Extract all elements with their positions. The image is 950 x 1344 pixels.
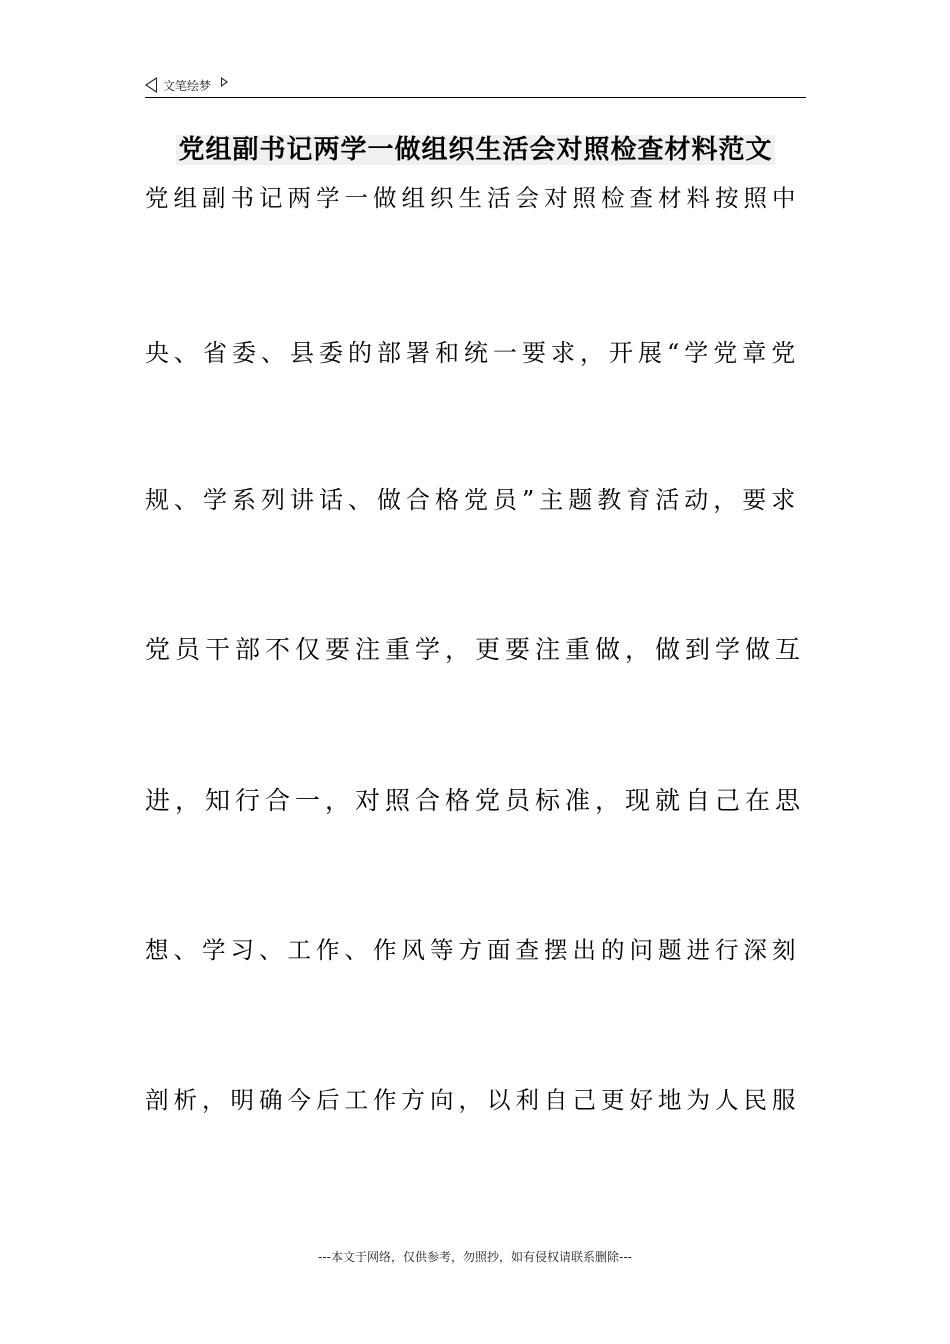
header-brand: 文笔绘梦 — [163, 78, 212, 93]
document-title — [145, 130, 806, 170]
header-divider — [145, 97, 806, 98]
body-line-6: 想、学习、工作、作风等方面查摆出的问题进行深刻 — [145, 936, 801, 964]
body-line-4: 党员干部不仅要注重学，更要注重做，做到学做互 — [145, 635, 806, 664]
document-title-text: 党组副书记两学一做组织生活会对照检查材料范文 — [178, 135, 773, 165]
left-triangle-icon — [145, 77, 157, 93]
body-line-2: 央、省委、县委的部署和统一要求，开展“学党章党 — [145, 339, 801, 367]
body-line-3: 规、学系列讲话、做合格党员”主题教育活动，要求 — [145, 486, 801, 514]
body-line-7: 剖析，明确今后工作方向，以利自己更好地为人民服 — [145, 1086, 801, 1114]
body-line-5: 进，知行合一，对照合格党员标准，现就自己在思 — [145, 786, 806, 815]
footer-notice: ---本文于网络，仅供参考，勿照抄，如有侵权请联系删除--- — [318, 1250, 632, 1264]
right-triangle-icon — [221, 77, 228, 87]
page-header — [145, 76, 228, 94]
body-line-1: 党组副书记两学一做组织生活会对照检查材料按照中 — [145, 184, 801, 212]
